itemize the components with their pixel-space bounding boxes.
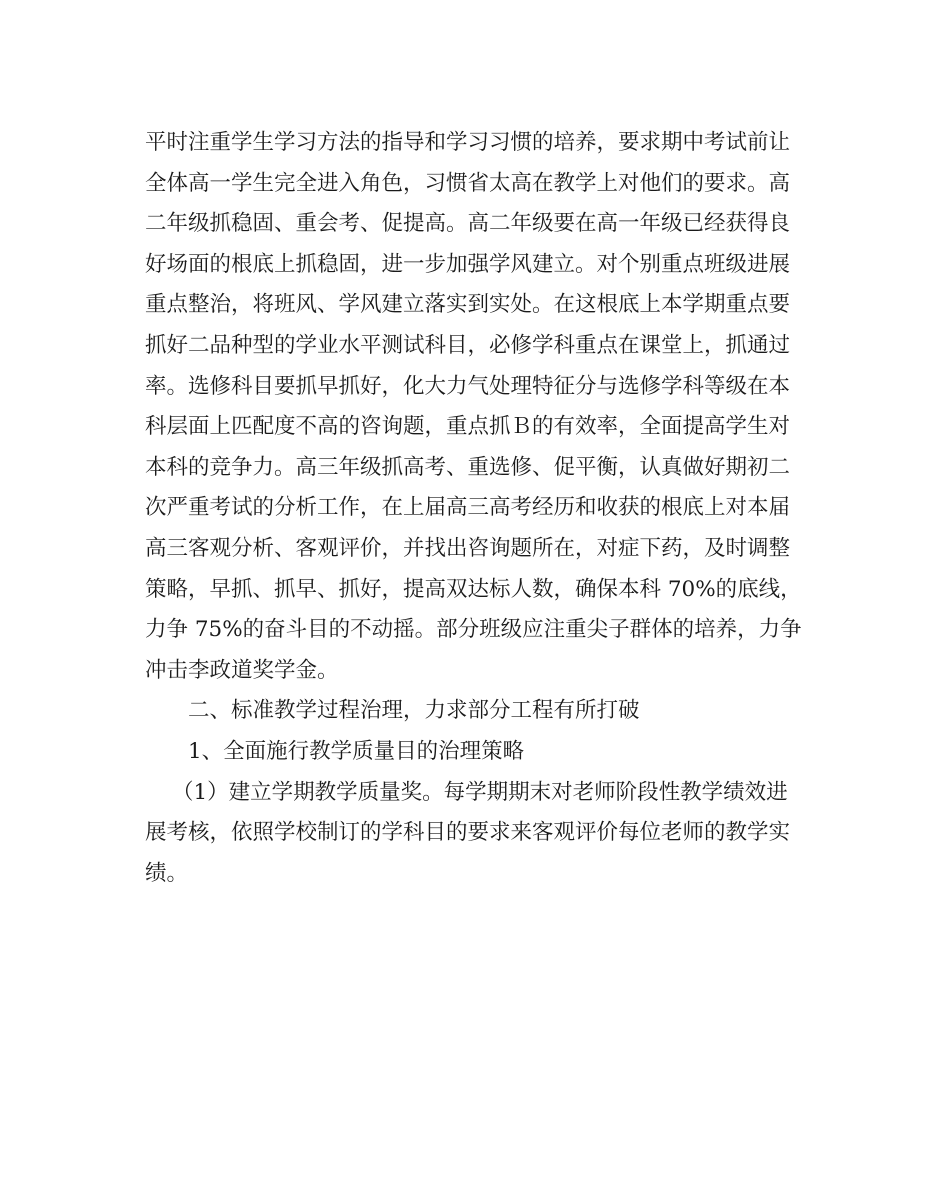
section-heading: 二、标准教学过程治理，力求部分工程有所打破 [188, 698, 640, 724]
text-line: 展考核，依照学校制订的学科目的要求来客观评价每位老师的教学实 [145, 820, 791, 846]
text-line: 冲击李政道奖学金。 [145, 657, 339, 683]
text-line: 本科的竞争力。高三年级抓高考、重选修、促平衡，认真做好期初二 [145, 454, 791, 480]
text-line: 平时注重学生学习方法的指导和学习习惯的培养，要求期中考试前让 [145, 130, 791, 155]
text-line: 次严重考试的分析工作，在上届高三高考经历和收获的根底上对本届 [145, 495, 791, 521]
text-line: 好场面的根底上抓稳固，进一步加强学风建立。对个别重点班级进展 [145, 251, 791, 277]
text-line: 重点整治，将班风、学风建立落实到实处。在这根底上本学期重点要 [145, 292, 791, 318]
text-line: 高三客观分析、客观评价，并找出咨询题所在，对症下药，及时调整 [145, 535, 791, 561]
text-line: 抓好二品种型的学业水平测试科目，必修学科重点在课堂上，抓通过 [145, 332, 791, 358]
document-body [145, 123, 810, 894]
text-line: 力争 75%的奋斗目的不动摇。部分班级应注重尖子群体的培养，力争 [145, 617, 802, 643]
text-line: 策略，早抓、抓早、抓好，提高双达标人数，确保本科 70%的底线， [145, 576, 802, 602]
text-line: 科层面上匹配度不高的咨询题，重点抓Ｂ的有效率，全面提高学生对 [145, 414, 791, 440]
subsection-heading: 1、全面施行教学质量目的治理策略 [188, 738, 525, 764]
text-line: 二年级抓稳固、重会考、促提高。高二年级要在高一年级已经获得良 [145, 211, 791, 237]
text-line: 绩。 [145, 860, 189, 886]
text-line: 率。选修科目要抓早抓好，化大力气处理特征分与选修学科等级在本 [145, 373, 791, 399]
text-line: （1）建立学期教学质量奖。每学期期末对老师阶段性教学绩效进 [172, 779, 788, 805]
text-line: 全体高一学生完全进入角色，习惯省太高在教学上对他们的要求。高 [145, 170, 791, 196]
